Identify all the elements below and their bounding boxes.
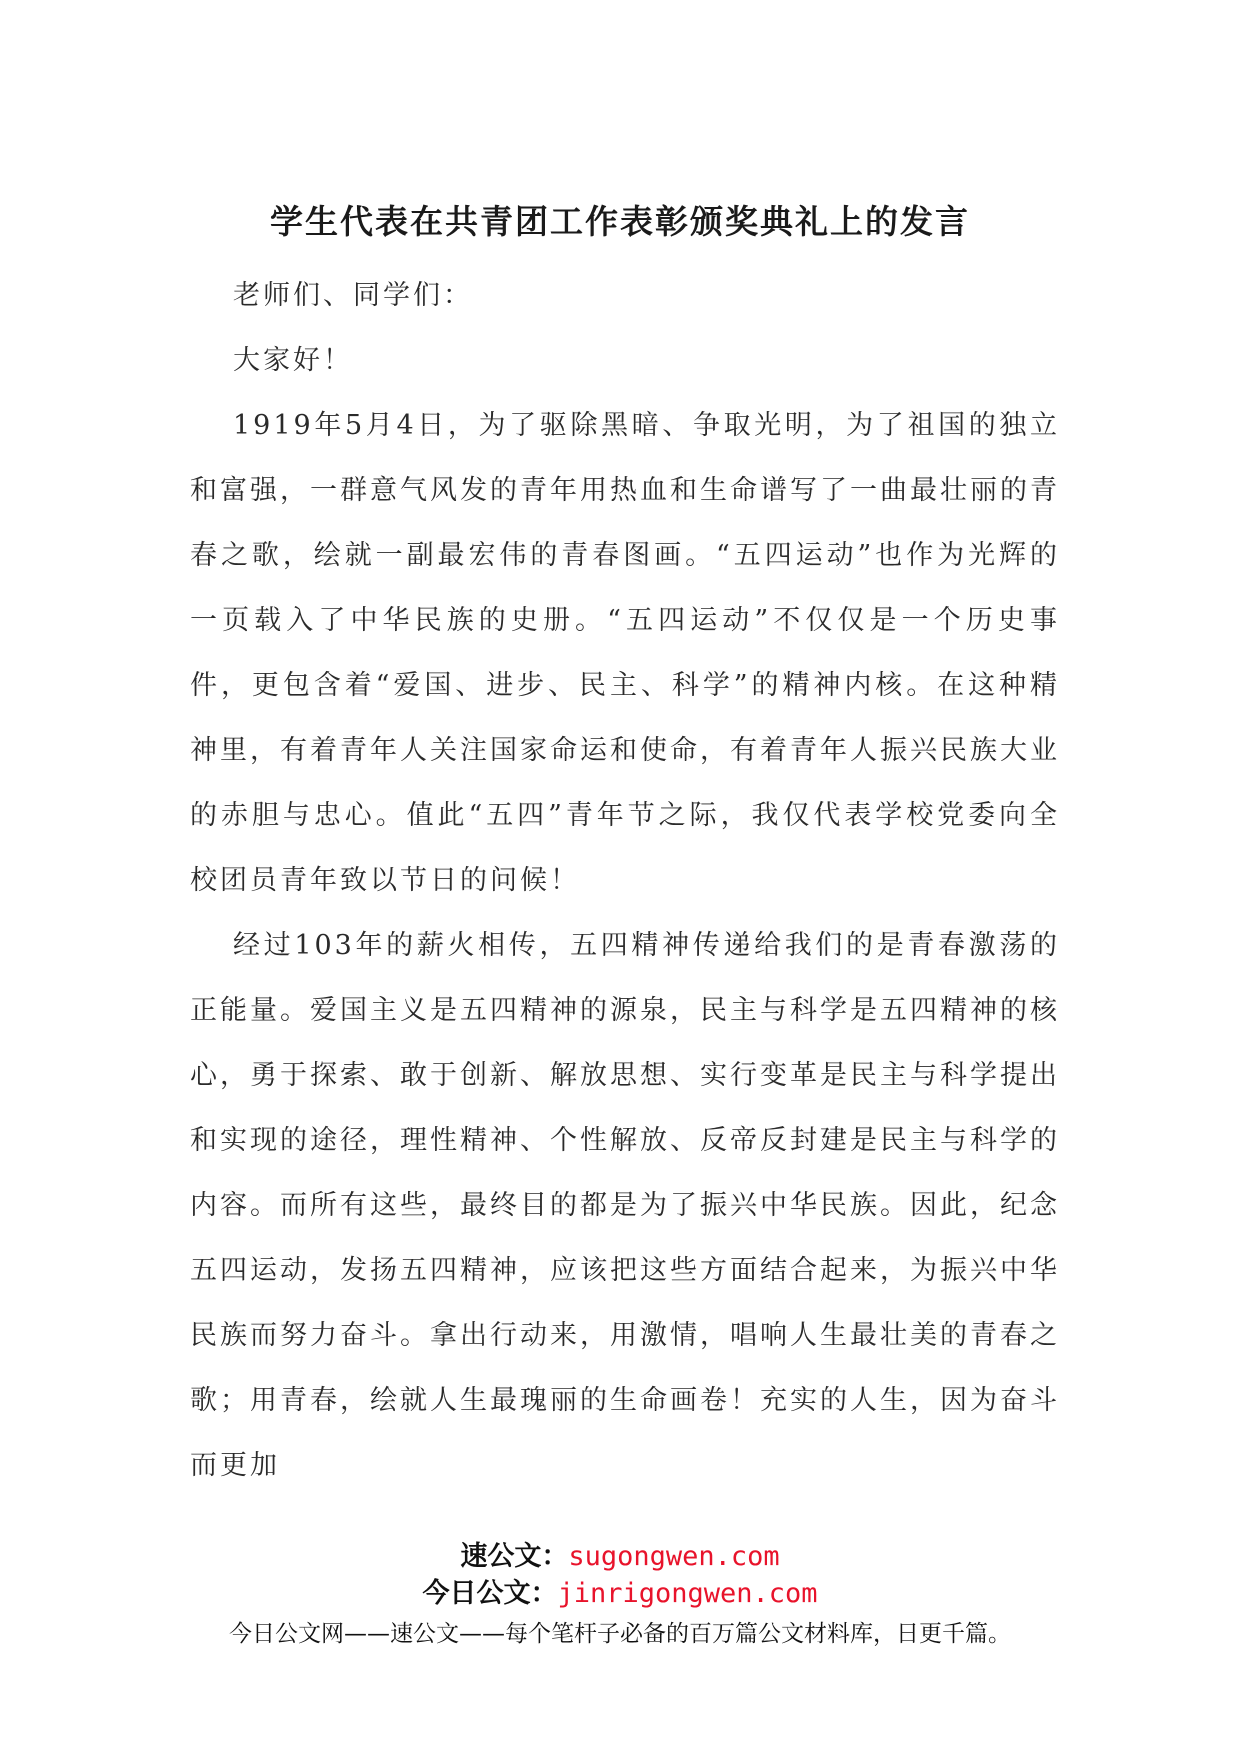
footer-sugongwen-line xyxy=(0,1538,1240,1575)
document-title: 学生代表在共青团工作表彰颁奖典礼上的发言 xyxy=(270,202,970,241)
footer-jinrigongwen-label: 今日公文： xyxy=(422,1578,558,1609)
document-body xyxy=(190,263,1060,1498)
footer xyxy=(0,1538,1240,1650)
salutation: 老师们、同学们： xyxy=(233,280,473,311)
sugongwen-link[interactable]: sugongwen.com xyxy=(568,1541,780,1572)
greeting: 大家好！ xyxy=(233,345,353,376)
jinrigongwen-link[interactable]: jinrigongwen.com xyxy=(557,1578,818,1609)
footer-slogan: 今日公文网——速公文——每个笔杆子必备的百万篇公文材料库，日更千篇。 xyxy=(229,1621,1011,1647)
footer-jinrigongwen-line xyxy=(0,1575,1240,1612)
footer-sugongwen-label: 速公文： xyxy=(460,1541,569,1572)
body-paragraph: 1919年5月4日，为了驱除黑暗、争取光明，为了祖国的独立和富强，一群意气风发的青年用热血和生命谱写了一曲最壮丽的青春之歌，绘就一副最宏伟的青春图画。“五四运动”也作为光辉的一页载入了中华民族的史册。“五四运动”不仅仅是一个历史事件，更包含着“爱国、进步、民主、科学”的精神内核。在这种精神里，有着青年人关注国家命运和使命，有着青年人振兴民族大业的赤胆与忠心。值此“五四”青年节之际，我仅代表学校党委向全校团员青年致以节日的问候！ xyxy=(190,410,1060,896)
body-paragraph: 经过103年的薪火相传，五四精神传递给我们的是青春激荡的正能量。爱国主义是五四精神的源泉，民主与科学是五四精神的核心，勇于探索、敢于创新、解放思想、实行变革是民主与科学提出和实现的途径，理性精神、个性解放、反帝反封建是民主与科学的内容。而所有这些，最终目的都是为了振兴中华民族。因此，纪念五四运动，发扬五四精神，应该把这些方面结合起来，为振兴中华民族而努力奋斗。拿出行动来，用激情，唱响人生最壮美的青春之歌；用青春，绘就人生最瑰丽的生命画卷！充实的人生，因为奋斗而更加 xyxy=(190,930,1060,1481)
